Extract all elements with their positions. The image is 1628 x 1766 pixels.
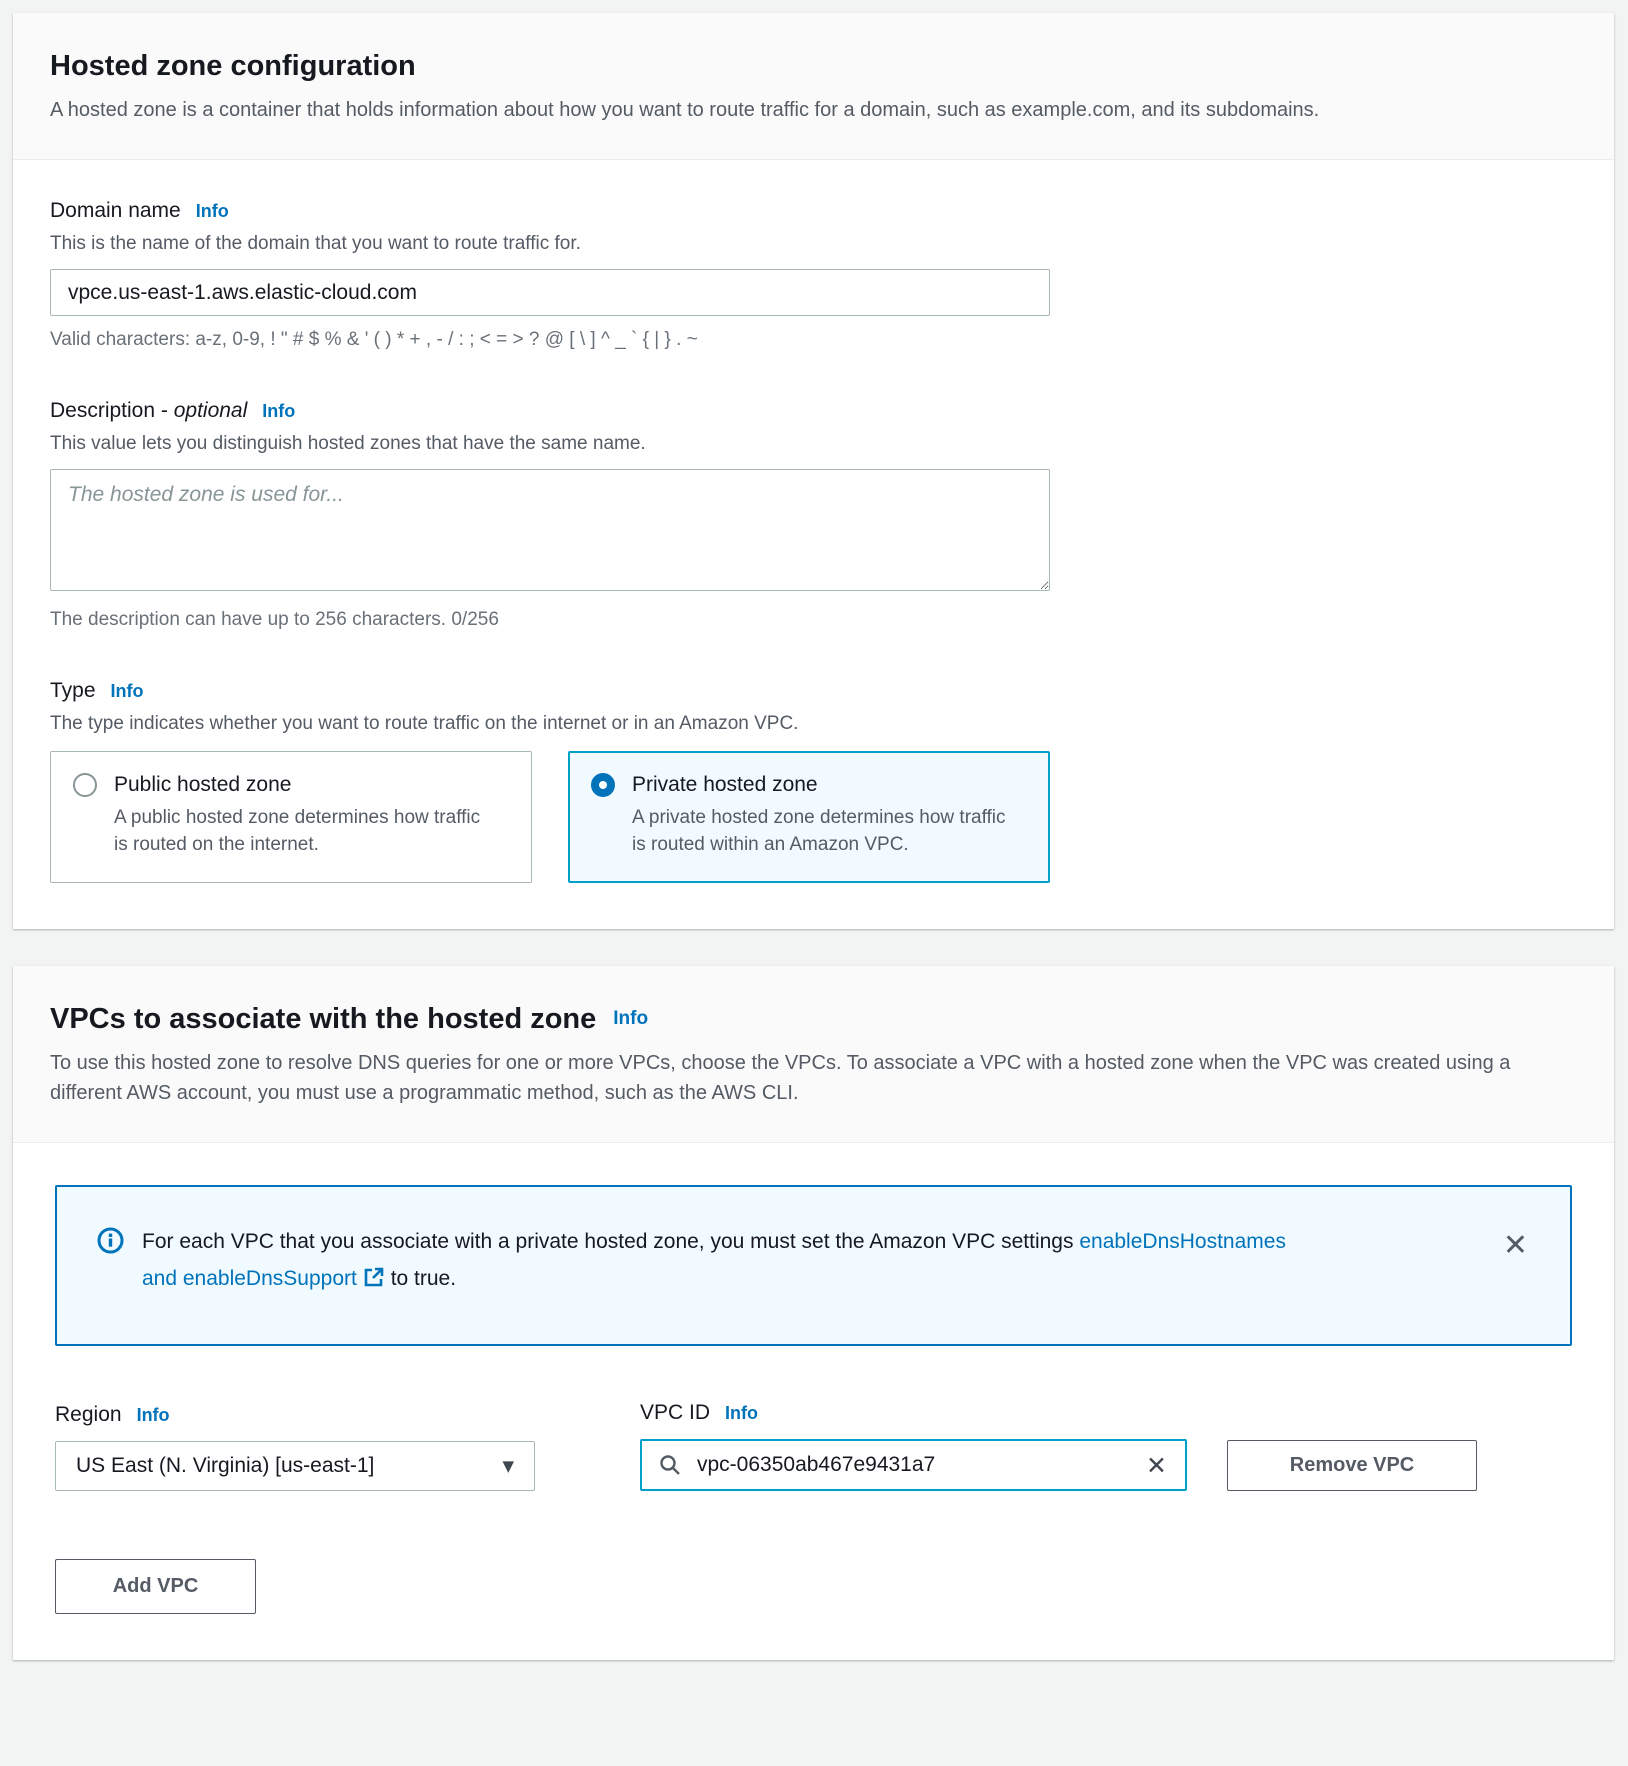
add-vpc-button[interactable]: Add VPC [55, 1559, 256, 1614]
hosted-zone-panel-body [13, 160, 1614, 929]
banner-text-before-link: For each VPC that you associate with a private hosted zone, you must set the Amazon VPC settings [142, 1230, 1074, 1253]
region-select[interactable] [55, 1441, 535, 1491]
description-description: This value lets you distinguish hosted zones that have the same name. [50, 433, 646, 454]
vpcs-info-link[interactable]: Info [613, 1008, 649, 1029]
public-hosted-zone-description: A public hosted zone determines how traffic is routed on the internet. [114, 807, 481, 855]
domain-name-input[interactable] [50, 269, 1050, 316]
description-label-optional: optional [173, 399, 248, 422]
banner-message [142, 1223, 1322, 1300]
vpc-id-column [640, 1400, 1187, 1491]
vpc-id-search-box [640, 1439, 1187, 1491]
domain-name-field [50, 198, 1572, 352]
description-field [50, 398, 1572, 632]
domain-name-label: Domain name [50, 199, 181, 222]
description-label-main: Description - [50, 399, 168, 422]
vpcs-panel-title: VPCs to associate with the hosted zone [50, 1003, 597, 1035]
private-hosted-zone-title: Private hosted zone [632, 773, 818, 796]
vpc-id-info-link[interactable]: Info [725, 1403, 759, 1423]
clear-icon[interactable]: ✕ [1146, 1450, 1167, 1480]
description-textarea[interactable] [50, 469, 1050, 591]
vpcs-panel-description: To use this hosted zone to resolve DNS queries for one or more VPCs, choose the VPCs. To associate a VPC with a hosted zone when the VPC was created using a different AWS account, you must use a programmatic method, such as the AWS CLI. [50, 1052, 1511, 1104]
hosted-zone-panel-title: Hosted zone configuration [50, 50, 416, 82]
private-hosted-zone-description: A private hosted zone determines how traffic is routed within an Amazon VPC. [632, 807, 1006, 855]
type-field [50, 678, 1572, 883]
hosted-zone-panel-header [13, 13, 1614, 160]
banner-text-after-link: to true. [390, 1267, 457, 1290]
radio-button-selected[interactable] [591, 773, 615, 797]
type-radio-group [50, 751, 1572, 883]
external-link-icon[interactable] [363, 1270, 385, 1293]
hosted-zone-panel-description: A hosted zone is a container that holds information about how you want to route traffic for a domain, such as example.com, and its subdomains. [50, 99, 1320, 121]
description-label [50, 398, 247, 424]
remove-vpc-button[interactable]: Remove VPC [1227, 1440, 1477, 1491]
public-hosted-zone-title: Public hosted zone [114, 773, 292, 796]
vpcs-panel-body [13, 1143, 1614, 1660]
description-info-link[interactable]: Info [262, 401, 296, 421]
domain-name-description: This is the name of the domain that you want to route traffic for. [50, 233, 581, 254]
region-info-link[interactable]: Info [136, 1405, 170, 1425]
public-hosted-zone-option[interactable] [50, 751, 532, 883]
search-icon [658, 1453, 682, 1477]
info-circle-icon [97, 1227, 124, 1259]
vpc-settings-info-banner [55, 1185, 1572, 1346]
domain-name-info-link[interactable]: Info [195, 201, 229, 221]
vpcs-panel [13, 966, 1614, 1660]
private-hosted-zone-option[interactable] [568, 751, 1050, 883]
caret-down-icon: ▼ [502, 1457, 514, 1475]
vpc-id-label: VPC ID [640, 1401, 711, 1424]
hosted-zone-configuration-panel [13, 13, 1614, 929]
vpc-association-row [55, 1400, 1572, 1491]
radio-button-unselected[interactable] [73, 773, 97, 797]
domain-name-constraint: Valid characters: a-z, 0-9, ! " # $ % & ' ( ) * + , - / : ; < = > ? @ [ \ ] ^ _ ` { | } . ~ [50, 329, 698, 350]
type-description: The type indicates whether you want to route traffic on the internet or in an Amazon VPC. [50, 713, 799, 734]
type-label: Type [50, 679, 96, 702]
description-constraint: The description can have up to 256 characters. 0/256 [50, 609, 499, 630]
region-column [55, 1402, 535, 1491]
vpc-id-input[interactable] [695, 1452, 1144, 1478]
type-info-link[interactable]: Info [110, 681, 144, 701]
region-label: Region [55, 1403, 122, 1426]
vpcs-panel-header [13, 966, 1614, 1143]
enable-dns-link[interactable]: enableDnsHostnames and enableDnsSupport [142, 1230, 1286, 1290]
close-icon[interactable]: ✕ [1502, 1228, 1528, 1263]
region-selected-option: US East (N. Virginia) [us-east-1] [76, 1454, 375, 1477]
